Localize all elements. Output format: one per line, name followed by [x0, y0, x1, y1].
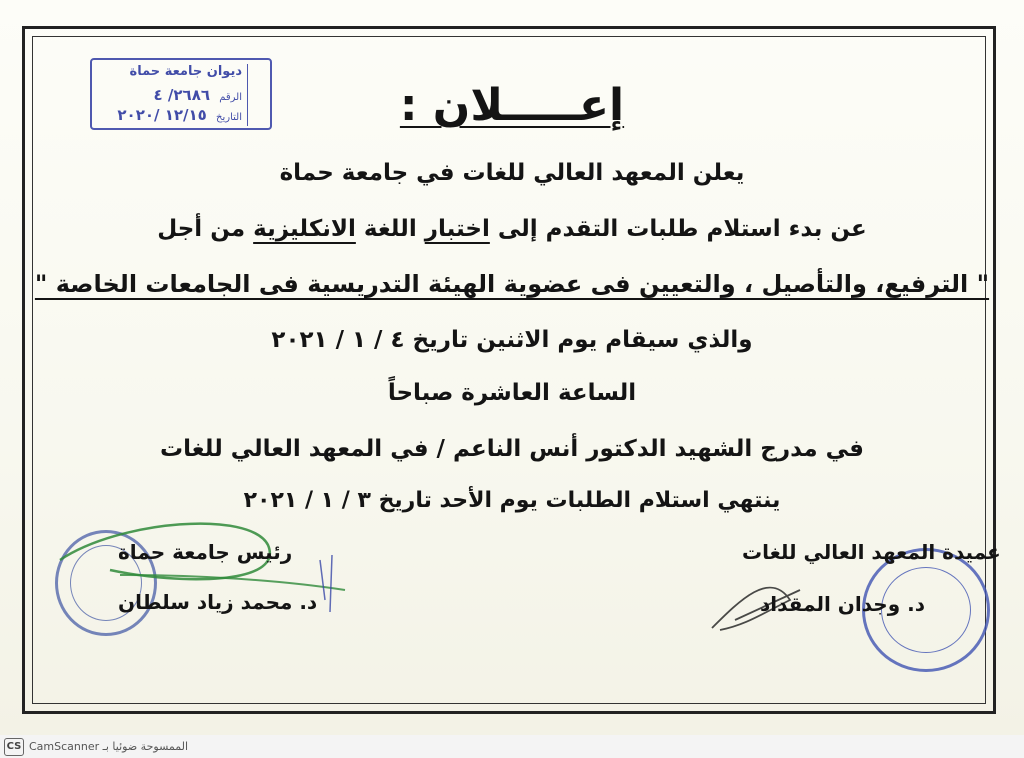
- scanner-watermark-text: الممسوحة ضوئيا بـ CamScanner: [29, 740, 189, 753]
- announcement-line-4: والذي سيقام يوم الاثنين تاريخ ٤ / ١ / ٢٠٢١: [271, 327, 753, 353]
- president-name: د. محمد زياد سلطان: [118, 590, 318, 614]
- line-2-underlined-english: الانكليزية: [253, 216, 356, 242]
- scanner-footer: [0, 735, 1024, 758]
- dean-title: عميدة المعهد العالي للغات: [742, 540, 1001, 564]
- camscanner-logo-icon: CS: [4, 738, 24, 756]
- announcement-line-1: يعلن المعهد العالي للغات في جامعة حماة: [279, 160, 745, 186]
- president-title: رئيس جامعة حماة: [118, 540, 293, 564]
- announcement-line-6: في مدرج الشهيد الدكتور أنس الناعم / في المعهد العالي للغات: [159, 436, 864, 462]
- registry-annotation: [320, 555, 332, 612]
- line-2-mid: اللغة: [355, 216, 425, 242]
- stamp-number-value: ٢٦٨٦/ ٤: [153, 86, 211, 104]
- stamp-office: ديوان جامعة حماة: [129, 64, 242, 79]
- line-2-pre: عن بدء استلام طلبات التقدم إلى: [489, 216, 867, 242]
- dean-name: د. وجدان المقداد: [760, 592, 925, 616]
- stamp-number-label: الرقم: [219, 92, 242, 103]
- stamp-date-value: ١٢/١٥ /٢٠٢٠: [117, 106, 207, 124]
- line-2-post: من أجل: [157, 216, 254, 242]
- announcement-title-text: إعـــــلان :: [399, 80, 625, 131]
- stamp-date-label: التاريخ: [216, 112, 242, 123]
- line-2-underlined-test: اختبار: [424, 216, 490, 242]
- announcement-line-7: ينتهي استلام الطلبات يوم الأحد تاريخ ٣ / ١ / ٢٠٢١: [243, 488, 781, 513]
- announcement-line-5: الساعة العاشرة صباحاً: [387, 380, 637, 406]
- announcement-line-3-text: " الترفيع، والتأصيل ، والتعيين فى عضوية الهيئة التدريسية فى الجامعات الخاصة ": [34, 270, 990, 298]
